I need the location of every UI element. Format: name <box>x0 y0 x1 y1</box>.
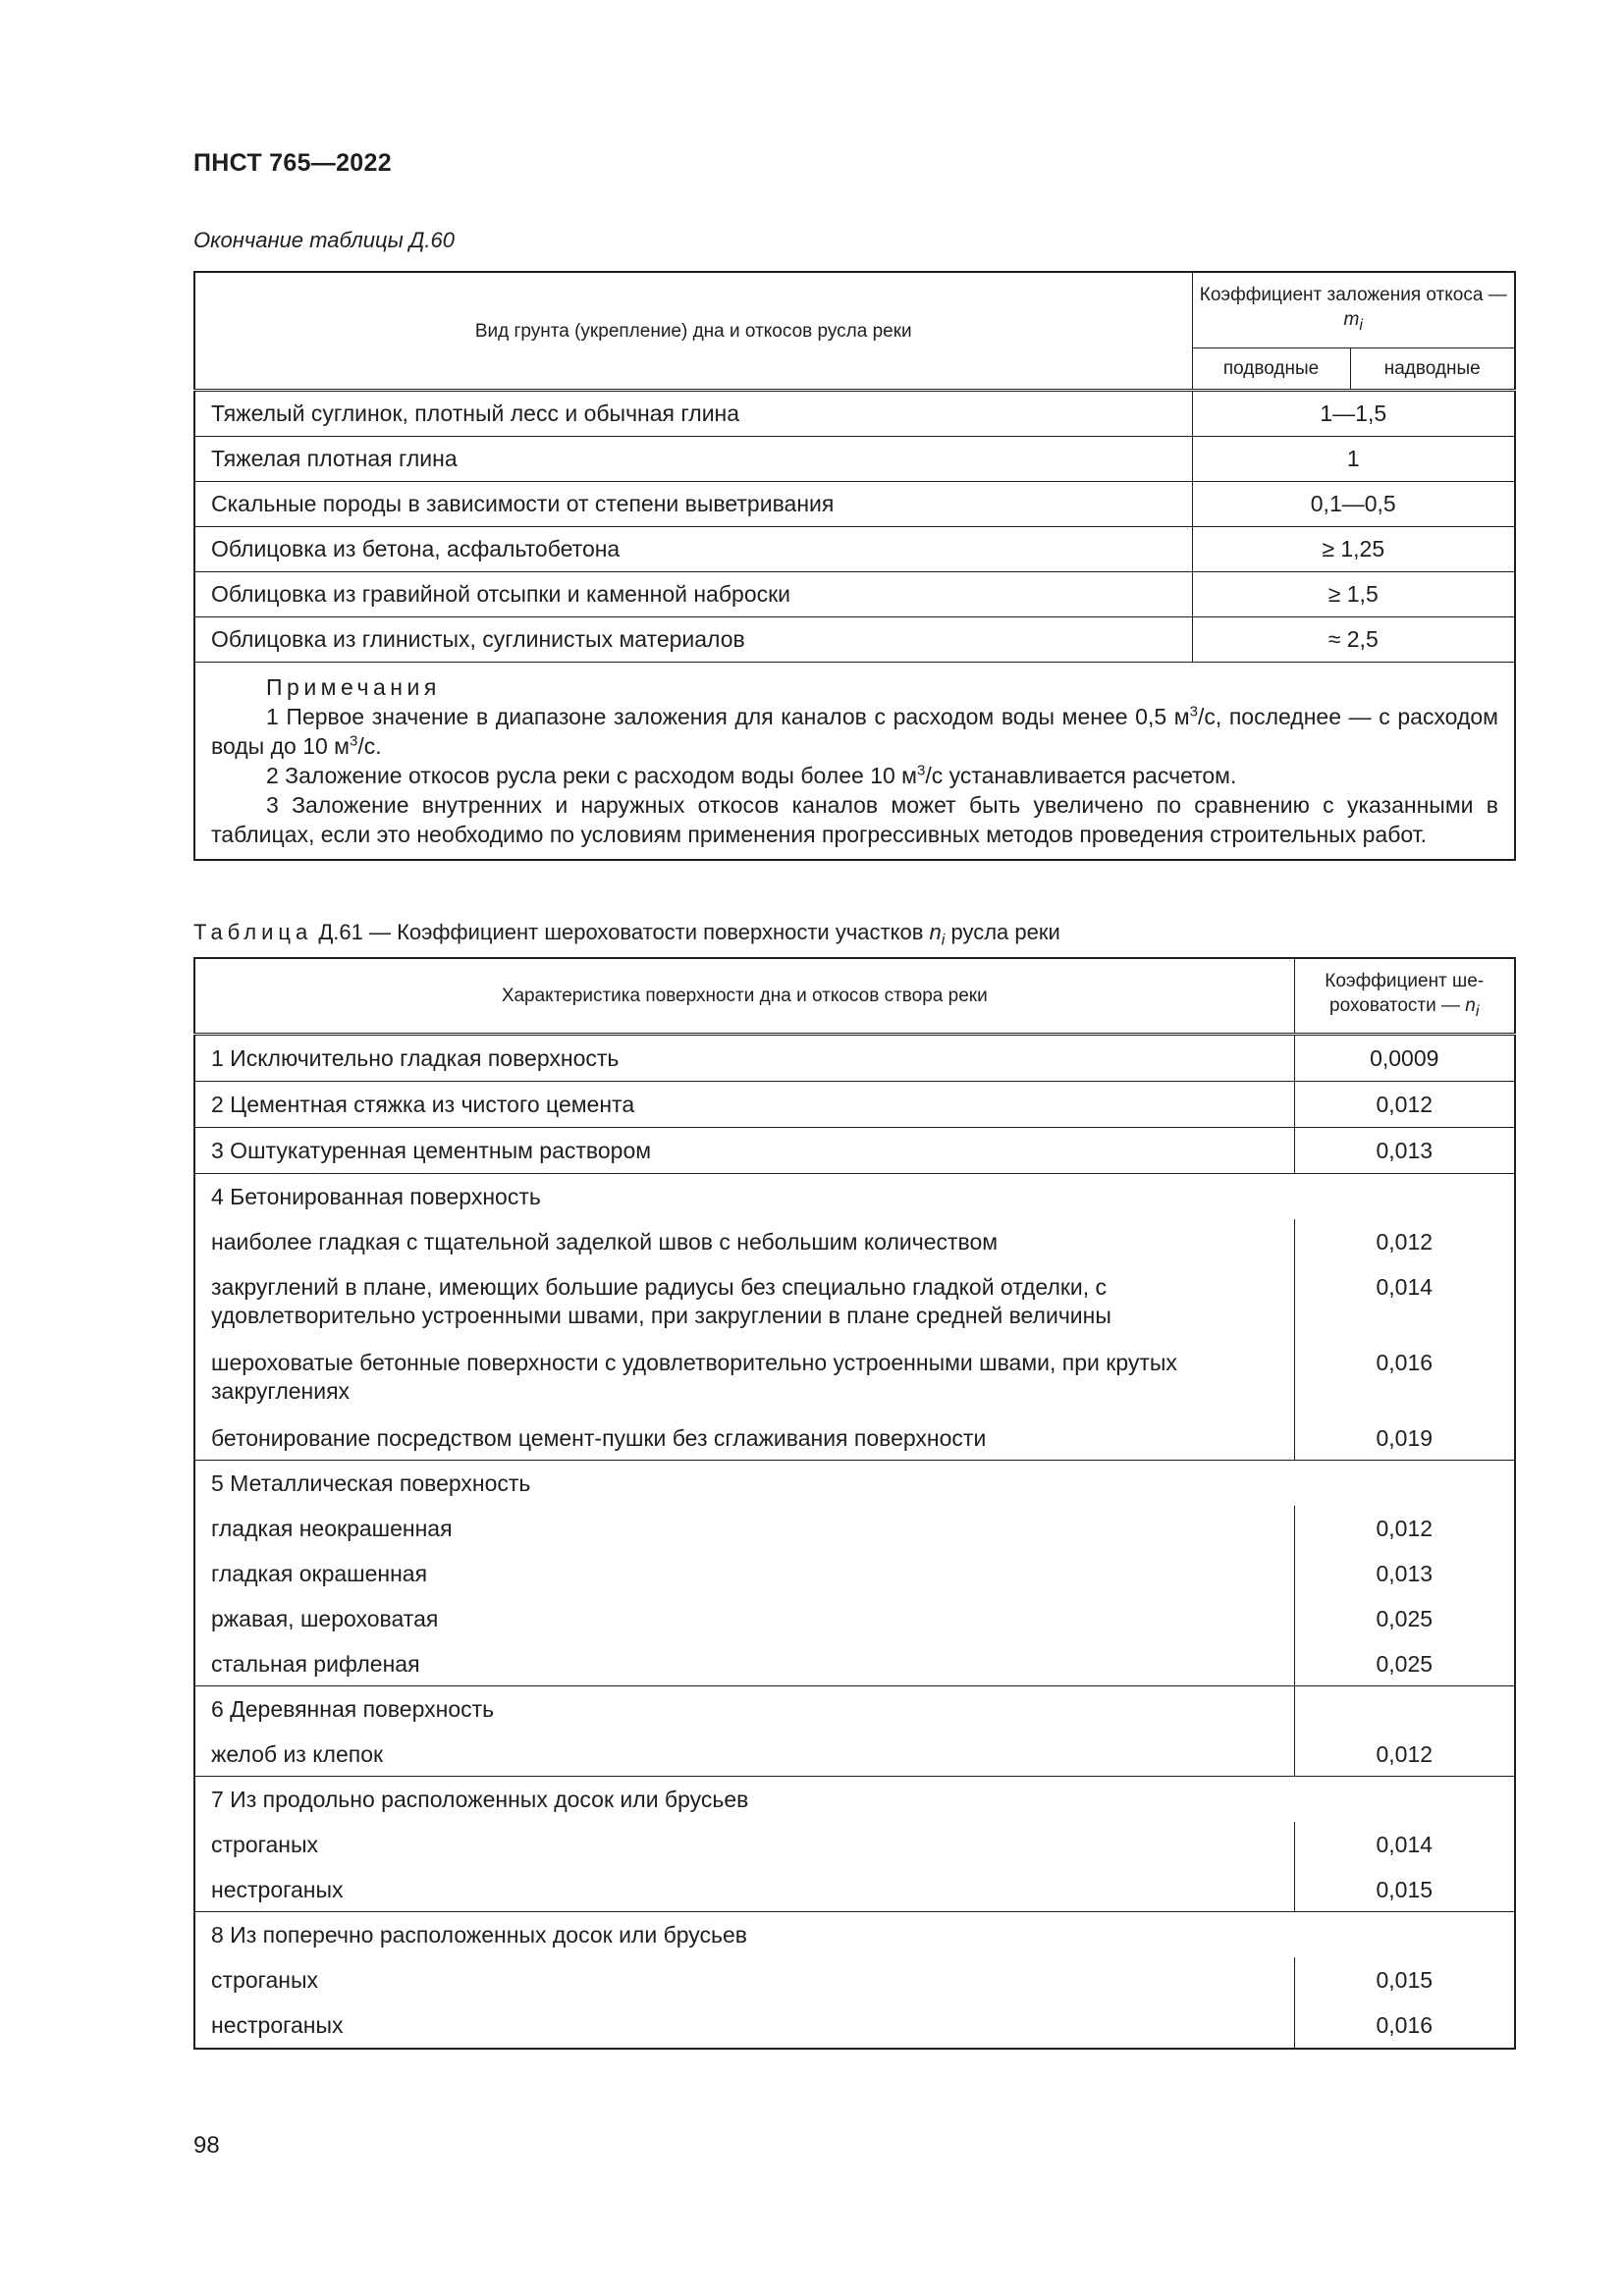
roughness-index: i <box>1475 1002 1480 1020</box>
roughness-line-2: роховатости — <box>1329 994 1461 1016</box>
table-61-caption <box>193 920 1060 949</box>
coefficient-cell: 1 <box>1192 437 1515 482</box>
roughness-cell: 0,012 <box>1376 1229 1434 1255</box>
table-row <box>194 1082 1515 1128</box>
table-61-caption-symbol: n <box>929 920 942 944</box>
soil-type-cell: Тяжелая плотная глина <box>194 437 1192 482</box>
roughness-cell: 0,016 <box>1376 1350 1434 1375</box>
table-61-caption-text: Д.61 — Коэффициент шероховатости поверхности участков <box>318 920 924 944</box>
table-row <box>194 1596 1515 1641</box>
table-61 <box>193 957 1516 2050</box>
surface-cell: 3 Оштукатуренная цементным раствором <box>194 1128 1294 1174</box>
roughness-cell: 0,015 <box>1294 1867 1515 1912</box>
table-60-header-slope-coefficient <box>1192 272 1515 348</box>
table-row <box>194 1264 1515 1340</box>
coef-symbol: m <box>1343 309 1360 331</box>
surface-cell: строганых <box>194 1822 1294 1867</box>
note-1-text-c: /с. <box>357 733 382 759</box>
note-1-text-a: 1 Первое значение в диапазоне заложения для каналов с расходом воды менее 0,5 м <box>266 704 1190 729</box>
note-2-sup: 3 <box>916 762 926 779</box>
table-row <box>194 1219 1515 1264</box>
roughness-cell: 0,025 <box>1376 1606 1434 1631</box>
group-title-cell: 7 Из продольно расположенных досок или брусьев <box>211 1787 749 1812</box>
coef-title-text: Коэффициент заложения откоса — <box>1199 285 1507 306</box>
table-row <box>194 391 1515 437</box>
table-61-caption-tail: русла реки <box>950 920 1060 944</box>
table-60-header-underwater: подводные <box>1192 348 1350 391</box>
note-3: 3 Заложение внутренних и наружных откосов каналов может быть увеличено по сравнению с указанными в таблицах, если это необходимо по условиям применения прогрессивных методов проведения строительных работ. <box>211 792 1498 847</box>
surface-cell: шероховатые бетонные поверхности с удовлетворительно устроенными швами, при крутых закруглениях <box>194 1340 1294 1415</box>
coefficient-cell: ≥ 1,25 <box>1192 527 1515 572</box>
table-row <box>194 1822 1515 1867</box>
table-60-notes <box>194 663 1515 861</box>
group-row <box>194 1777 1515 1823</box>
roughness-cell: 0,019 <box>1294 1415 1515 1461</box>
note-2-text-b: /с устанавливается расчетом. <box>925 763 1237 788</box>
roughness-cell <box>1294 1686 1515 1733</box>
roughness-cell: 0,014 <box>1376 1274 1434 1300</box>
table-row <box>194 1551 1515 1596</box>
roughness-cell: 0,013 <box>1294 1128 1515 1174</box>
group-title-cell: 5 Металлическая поверхность <box>211 1470 531 1496</box>
surface-cell: гладкая неокрашенная <box>194 1506 1294 1551</box>
table-row <box>194 1340 1515 1415</box>
roughness-cell: 0,025 <box>1294 1641 1515 1686</box>
table-60-header-abovewater: надводные <box>1350 348 1515 391</box>
table-row <box>194 1415 1515 1461</box>
table-row <box>194 1732 1515 1777</box>
note-1 <box>211 702 1498 761</box>
table-61-header-surface: Характеристика поверхности дна и откосов створа реки <box>194 958 1294 1035</box>
note-1-text-b: /с, последнее — с расходом воды до 10 м <box>211 704 1498 759</box>
roughness-line-1: Коэффициент ше- <box>1325 970 1485 991</box>
table-row <box>194 437 1515 482</box>
group-title-cell: 8 Из поперечно расположенных досок или брусьев <box>211 1922 748 1948</box>
coefficient-cell: ≈ 2,5 <box>1192 617 1515 663</box>
roughness-cell: 0,012 <box>1294 1732 1515 1777</box>
table-row <box>194 1506 1515 1551</box>
coefficient-cell: ≥ 1,5 <box>1192 572 1515 617</box>
note-1-sup-2: 3 <box>349 732 358 750</box>
surface-cell: бетонирование посредством цемент-пушки без сглаживания поверхности <box>194 1415 1294 1461</box>
surface-cell: нестроганых <box>194 2002 1294 2049</box>
roughness-cell: 0,015 <box>1376 1967 1434 1993</box>
group-row <box>194 1912 1515 1958</box>
table-61-caption-label: Таблица <box>193 920 313 944</box>
surface-cell: наиболее гладкая с тщательной заделкой швов с небольшим количеством <box>194 1219 1294 1264</box>
notes-title: Примечания <box>266 674 441 700</box>
soil-type-cell: Тяжелый суглинок, плотный лесс и обычная глина <box>194 391 1192 437</box>
table-61-header-roughness <box>1294 958 1515 1035</box>
table-row <box>194 1957 1515 2002</box>
coef-index: i <box>1359 316 1363 334</box>
coefficient-cell: 0,1—0,5 <box>1192 482 1515 527</box>
roughness-cell: 0,0009 <box>1294 1035 1515 1082</box>
table-row <box>194 1867 1515 1912</box>
surface-cell: строганых <box>194 1957 1294 2002</box>
table-61-caption-index: i <box>941 932 946 949</box>
document-header: ПНСТ 765—2022 <box>193 149 392 177</box>
surface-cell: желоб из клепок <box>194 1732 1294 1777</box>
roughness-cell: 0,013 <box>1376 1561 1434 1586</box>
coefficient-cell: 1—1,5 <box>1192 391 1515 437</box>
table-row <box>194 617 1515 663</box>
table-60-header-soil-type: Вид грунта (укрепление) дна и откосов русла реки <box>194 272 1192 391</box>
group-title-cell: 6 Деревянная поверхность <box>211 1696 495 1722</box>
note-2 <box>211 761 1498 790</box>
page-number: 98 <box>193 2132 220 2159</box>
surface-cell: нестроганых <box>194 1867 1294 1912</box>
roughness-cell: 0,016 <box>1376 2012 1434 2038</box>
surface-cell: стальная рифленая <box>194 1641 1294 1686</box>
group-title-cell: 4 Бетонированная поверхность <box>211 1184 541 1209</box>
soil-type-cell: Скальные породы в зависимости от степени выветривания <box>194 482 1192 527</box>
soil-type-cell: Облицовка из гравийной отсыпки и каменной наброски <box>194 572 1192 617</box>
table-row <box>194 1035 1515 1082</box>
group-row <box>194 1686 1515 1733</box>
surface-cell: ржавая, шероховатая <box>194 1596 1294 1641</box>
surface-cell: 1 Исключительно гладкая поверхность <box>194 1035 1294 1082</box>
table-row <box>194 1641 1515 1686</box>
roughness-cell: 0,012 <box>1376 1516 1434 1541</box>
note-1-sup-1: 3 <box>1189 703 1198 721</box>
surface-cell: закруглений в плане, имеющих большие радиусы без специально гладкой отделки, с удовлетворительно устроенными швами, при закруглении в плане средней величины <box>194 1264 1294 1340</box>
table-row <box>194 572 1515 617</box>
group-row <box>194 1461 1515 1507</box>
soil-type-cell: Облицовка из бетона, асфальтобетона <box>194 527 1192 572</box>
roughness-cell: 0,012 <box>1294 1082 1515 1128</box>
roughness-symbol: n <box>1465 994 1476 1016</box>
group-row <box>194 1174 1515 1220</box>
surface-cell: гладкая окрашенная <box>194 1551 1294 1596</box>
table-row <box>194 2002 1515 2049</box>
table-row <box>194 482 1515 527</box>
surface-cell: 2 Цементная стяжка из чистого цемента <box>194 1082 1294 1128</box>
note-2-text-a: 2 Заложение откосов русла реки с расходом воды более 10 м <box>266 763 917 788</box>
table-row <box>194 1128 1515 1174</box>
soil-type-cell: Облицовка из глинистых, суглинистых материалов <box>194 617 1192 663</box>
table-row <box>194 527 1515 572</box>
table-60-continuation-caption: Окончание таблицы Д.60 <box>193 228 455 252</box>
roughness-cell: 0,014 <box>1376 1832 1434 1857</box>
table-60 <box>193 271 1516 861</box>
